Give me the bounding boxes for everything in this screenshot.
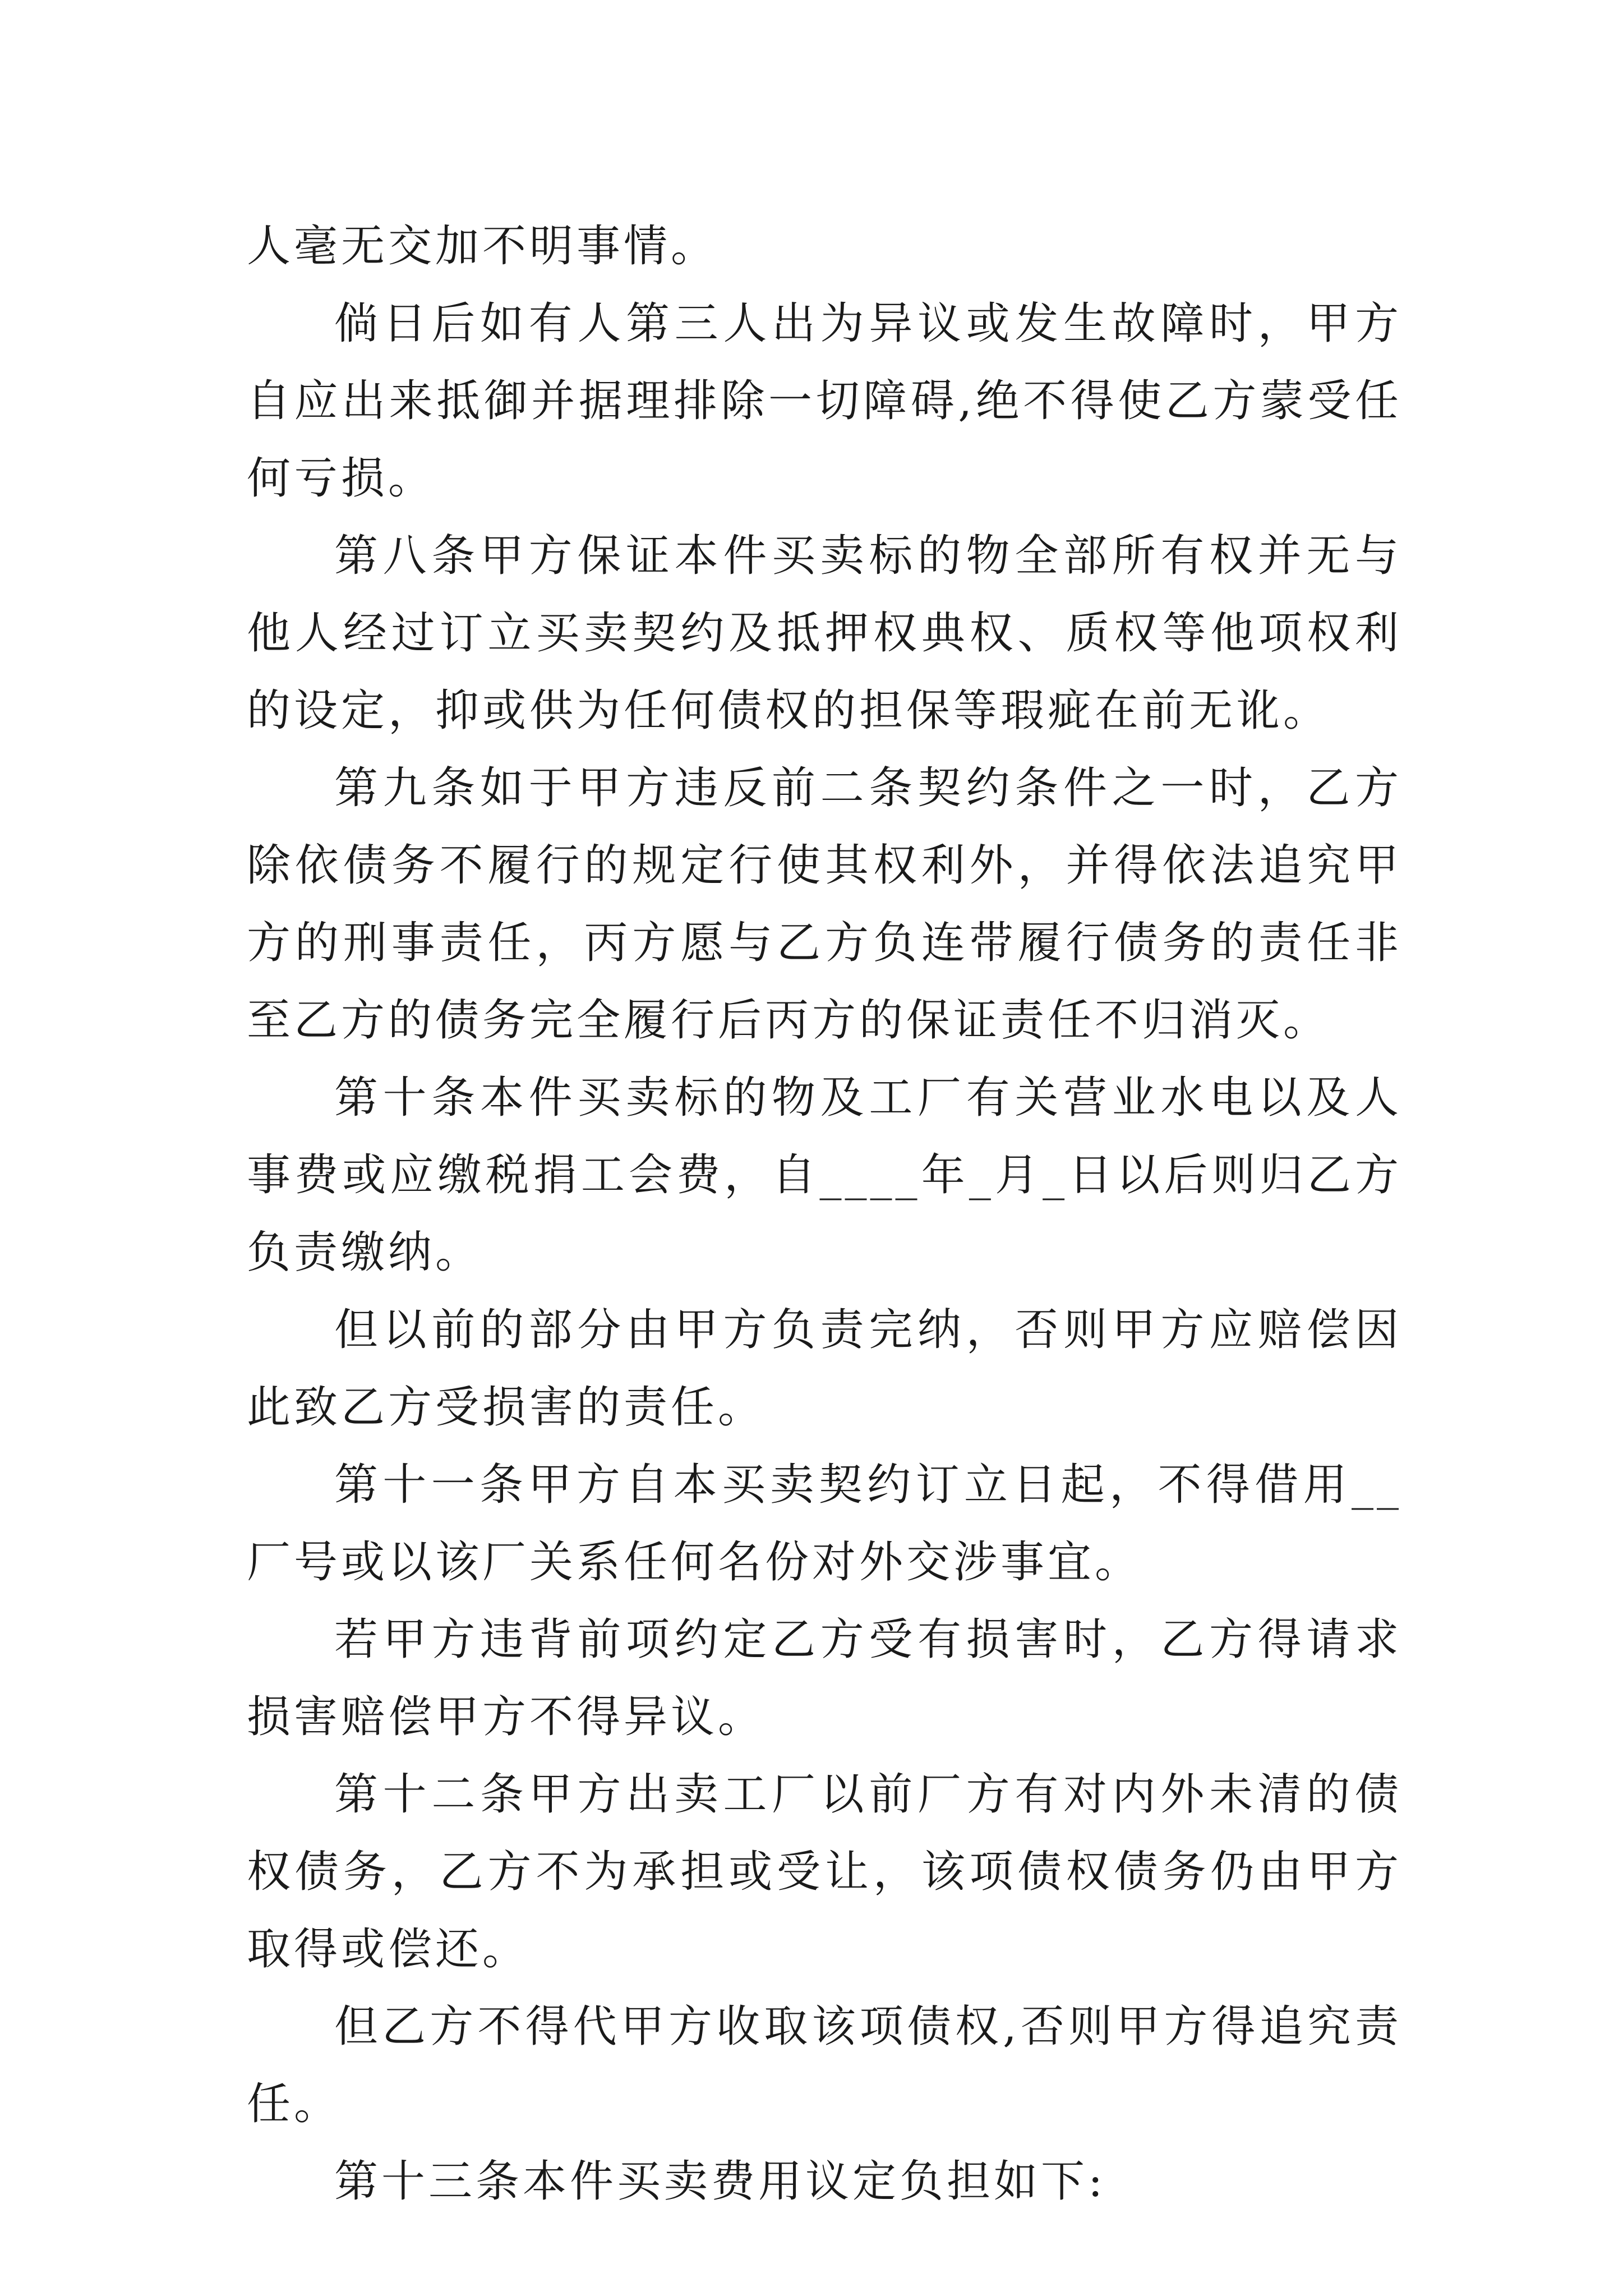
paragraph-article-12: 第十二条甲方出卖工厂以前厂方有对内外未清的债权债务，乙方不为承担或受让，该项债权债务仍由甲方取得或偿还。: [247, 1769, 1402, 1975]
contract-body: [247, 208, 1402, 2220]
paragraph-article-10: 第十条本件买卖标的物及工厂有关营业水电以及人事费或应缴税捐工会费，自____年_月_日以后则归乙方负责缴纳。: [247, 1073, 1402, 1278]
paragraph-article-11: 第十一条甲方自本买卖契约订立日起，不得借用__厂号或以该厂关系任何名份对外交涉事宜。: [247, 1460, 1402, 1588]
paragraph-article-11-damages: 若甲方违背前项约定乙方受有损害时，乙方得请求损害赔偿甲方不得异议。: [247, 1614, 1402, 1742]
paragraph-article-12-collection: 但乙方不得代甲方收取该项债权,否则甲方得追究责任。: [247, 2001, 1402, 2129]
paragraph-article-9: 第九条如于甲方违反前二条契约条件之一时，乙方除依债务不履行的规定行使其权利外，并得依法追究甲方的刑事责任，丙方愿与乙方负连带履行债务的责任非至乙方的债务完全履行后丙方的保证责任不归消灭。: [247, 763, 1402, 1046]
paragraph-article-10-prior-payments: 但以前的部分由甲方负责完纳，否则甲方应赔偿因此致乙方受损害的责任。: [247, 1305, 1402, 1433]
paragraph-article-8: 第八条甲方保证本件买卖标的物全部所有权并无与他人经过订立买卖契约及抵押权典权、质权等他项权利的设定，抑或供为任何债权的担保等瑕疵在前无讹。: [247, 531, 1402, 736]
paragraph-continuation: 人毫无交加不明事情。: [247, 221, 718, 272]
paragraph-third-party-objection: 倘日后如有人第三人出为异议或发生故障时，甲方自应出来抵御并据理排除一切障碍,绝不得使乙方蒙受任何亏损。: [247, 298, 1402, 504]
paragraph-article-13: 第十三条本件买卖费用议定负担如下:: [334, 2156, 1106, 2207]
